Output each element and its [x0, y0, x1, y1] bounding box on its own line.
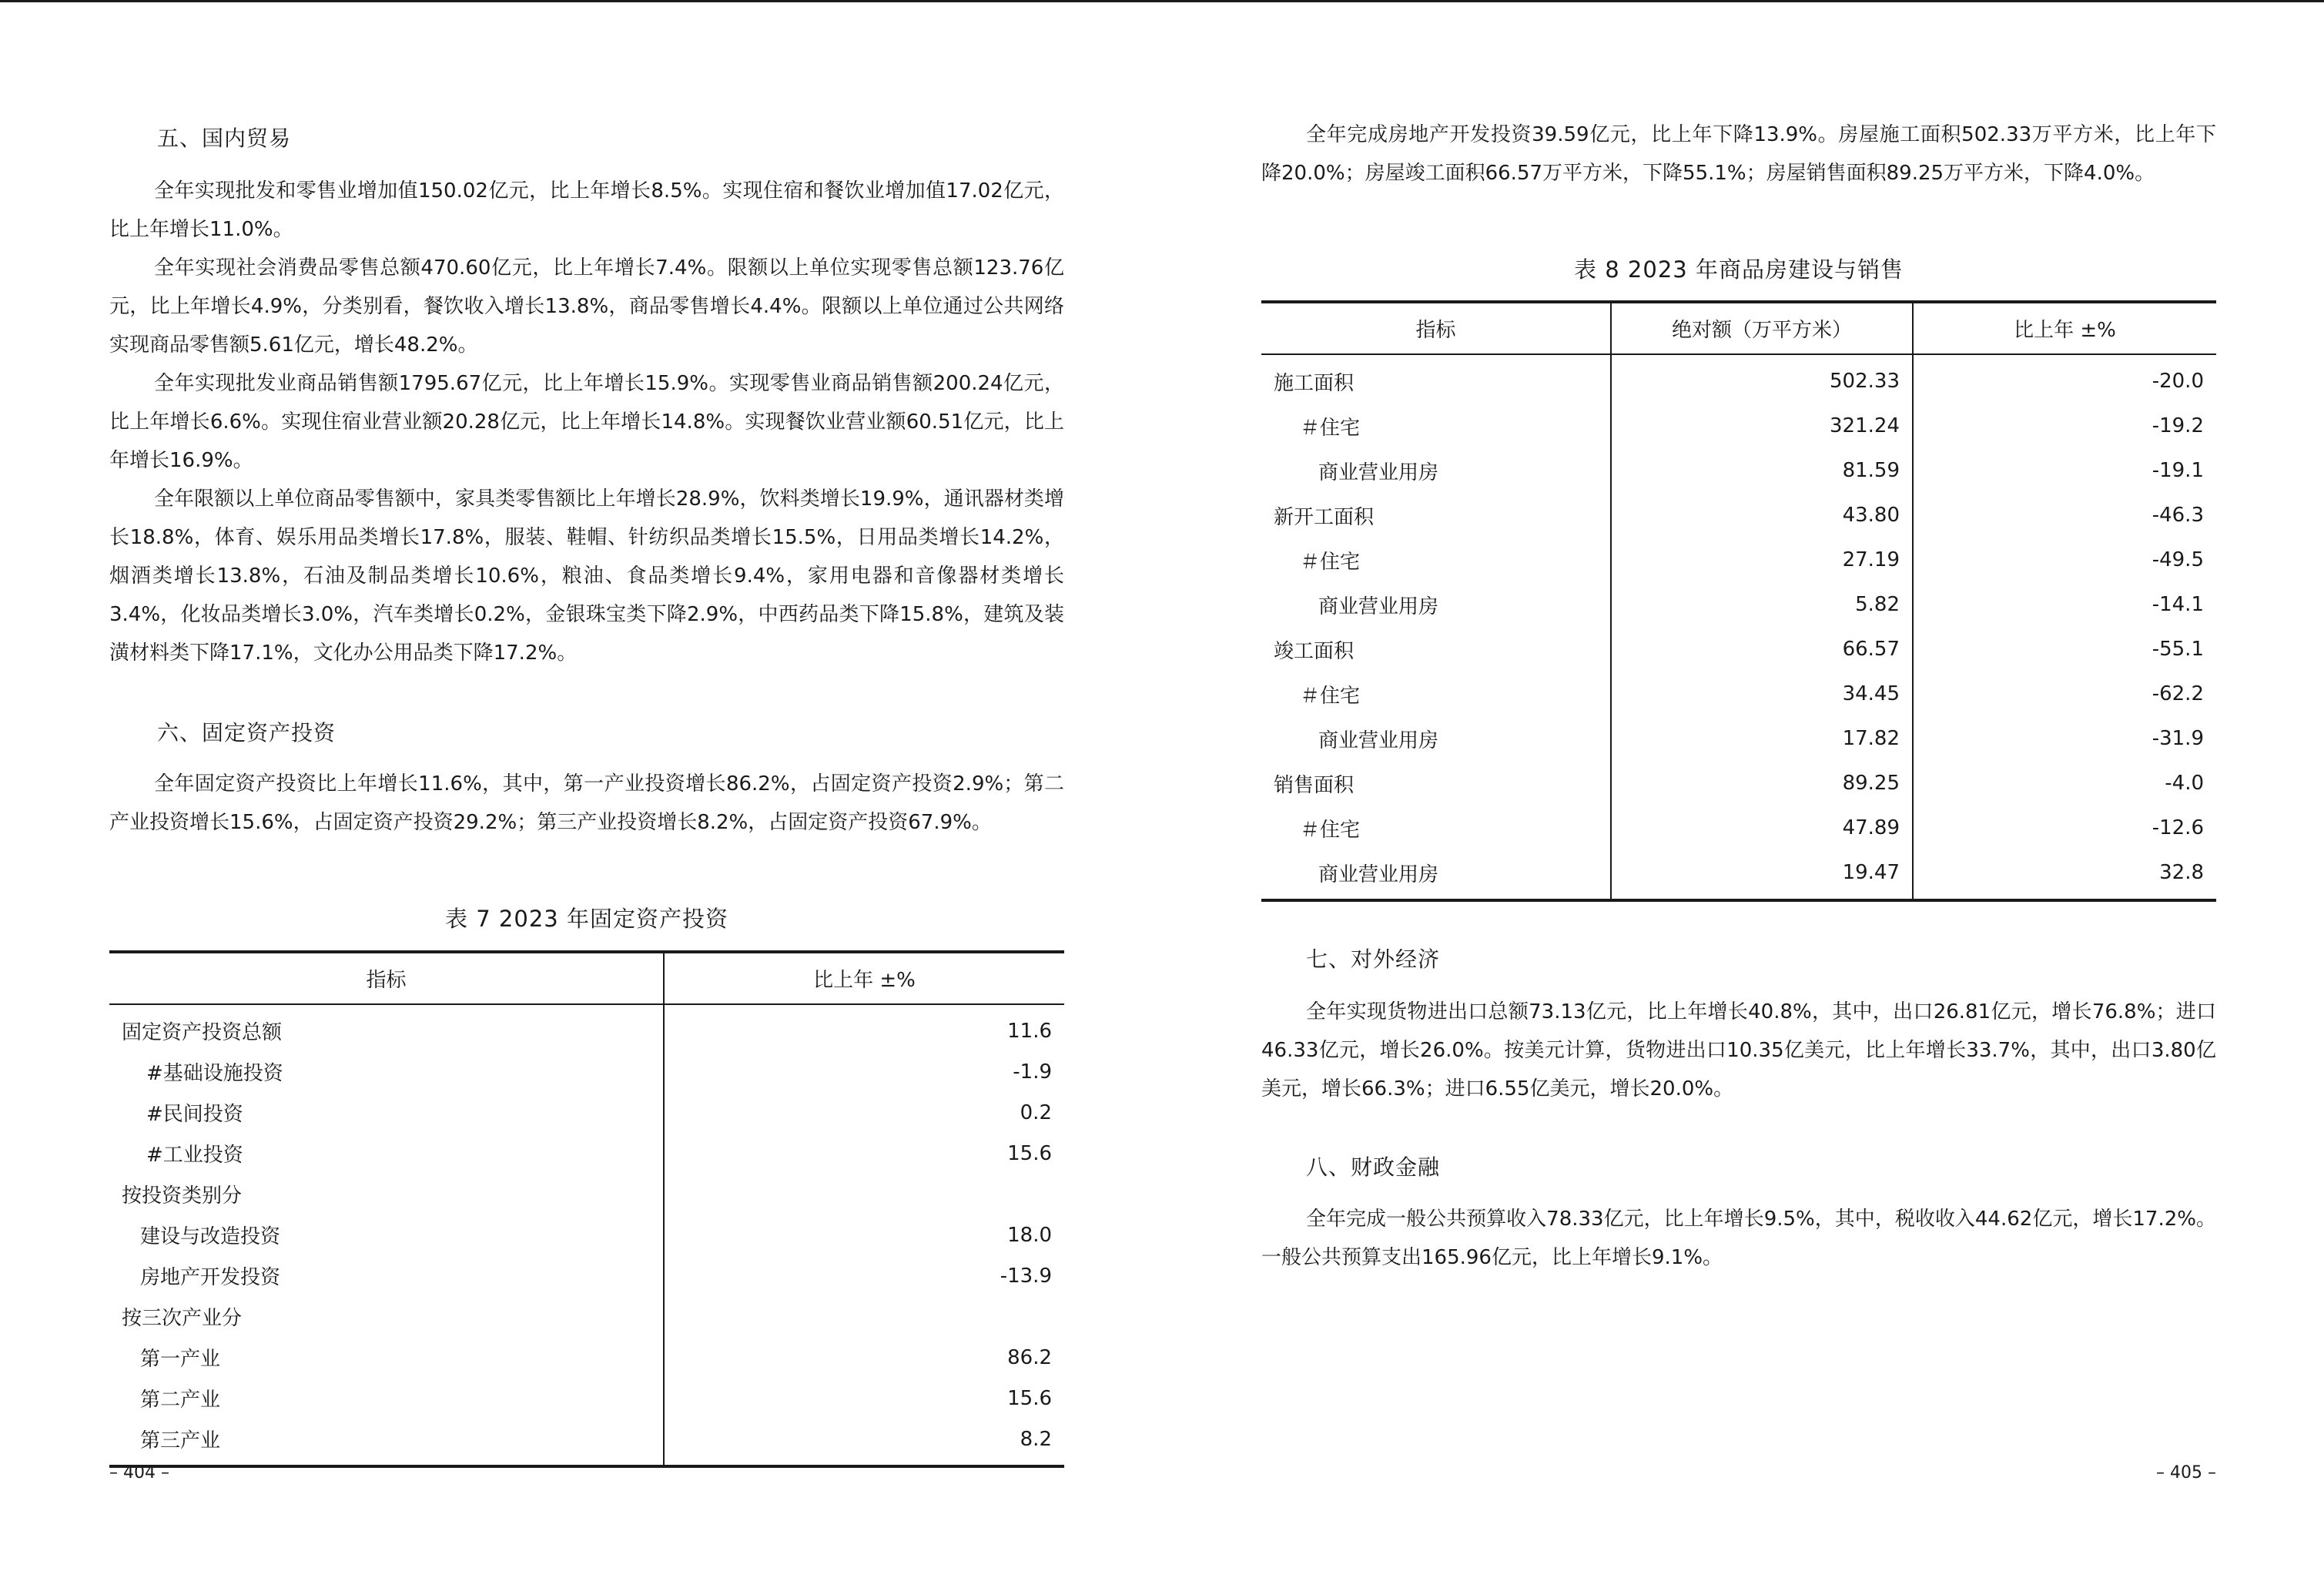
- paragraph-wholesale-retail: 全年实现批发和零售业增加值150.02亿元，比上年增长8.5%。实现住宿和餐饮业增加值17.02亿元，比上年增长11.0%。: [109, 179, 1064, 241]
- row-label: #民间投资: [146, 1103, 243, 1126]
- section-heading-external-economy: 七、对外经济: [1306, 946, 1441, 972]
- table-row: [109, 1092, 1064, 1133]
- section-heading-finance: 八、财政金融: [1306, 1154, 1441, 1180]
- row-change: -55.1: [1913, 627, 2216, 672]
- row-value: [664, 1296, 1064, 1337]
- row-change: -4.0: [1913, 761, 2216, 806]
- row-change: -19.1: [1913, 448, 2216, 493]
- paragraph-public-budget: 全年完成一般公共预算收入78.33亿元，比上年增长9.5%，其中，税收收入44.62亿元，增长17.2%。一般公共预算支出165.96亿元，比上年增长9.1%。: [1261, 1208, 2216, 1269]
- row-label: 第二产业: [140, 1389, 221, 1412]
- row-label: 竣工面积: [1274, 639, 1355, 663]
- table-commercial-housing: [1261, 300, 2216, 902]
- table-row: [1261, 404, 2216, 448]
- table-row: [1261, 806, 2216, 850]
- row-change: 32.8: [1913, 850, 2216, 900]
- table-row: [109, 1378, 1064, 1419]
- row-absolute: 17.82: [1611, 716, 1913, 761]
- table-row: [1261, 761, 2216, 806]
- row-value: 15.6: [664, 1133, 1064, 1174]
- table-row: [109, 1214, 1064, 1255]
- row-change: -20.0: [1913, 354, 2216, 404]
- section-heading-fixed-investment: 六、固定资产投资: [157, 720, 337, 745]
- header-indicator: 指标: [1261, 302, 1611, 354]
- row-label: 商业营业用房: [1318, 863, 1439, 886]
- table-row: [1261, 672, 2216, 716]
- page-number-left: – 404 –: [109, 1463, 169, 1482]
- row-value: 8.2: [664, 1419, 1064, 1466]
- row-value: -13.9: [664, 1255, 1064, 1296]
- paragraph-retail-categories: 全年限额以上单位商品零售额中，家具类零售额比上年增长28.9%，饮料类增长19.9%，通讯器材类增长18.8%，体育、娱乐用品类增长17.8%，服装、鞋帽、针纺织品类增长15.5%，日用品类增长14.2%，烟酒类增长13.8%，石油及制品类增长10.6%，粮油、食品类增长9.4%，家用电器和音像器材类增长3.4%，化妆品类增长3.0%，汽车类增长0.2%，金银珠宝类下降2.9%，中西药品类下降15.8%，建筑及装潢材料类下降17.1%，文化办公用品类下降17.2%。: [109, 487, 1064, 665]
- table-row: [109, 1004, 1064, 1051]
- row-label: 固定资产投资总额: [122, 1021, 283, 1044]
- row-label: 销售面积: [1274, 773, 1355, 797]
- row-absolute: 47.89: [1611, 806, 1913, 850]
- row-change: -62.2: [1913, 672, 2216, 716]
- row-label: 第一产业: [140, 1348, 221, 1371]
- row-label: 第三产业: [140, 1429, 221, 1452]
- table-row: [109, 1051, 1064, 1092]
- table-row: [1261, 354, 2216, 404]
- table-row: [1261, 850, 2216, 900]
- table-row: [109, 1174, 1064, 1214]
- row-label: ＃住宅: [1300, 550, 1361, 574]
- table7-caption: 表 7 2023 年固定资产投资: [445, 906, 728, 932]
- paragraph-retail-sales: 全年实现社会消费品零售总额470.60亿元，比上年增长7.4%。限额以上单位实现零售总额123.76亿元，比上年增长4.9%，分类别看，餐饮收入增长13.8%，商品零售增长4.4%。限额以上单位通过公共网络实现商品零售额5.61亿元，增长48.2%。: [109, 256, 1064, 357]
- paragraph-foreign-trade: 全年实现货物进出口总额73.13亿元，比上年增长40.8%，其中，出口26.81亿元，增长76.8%；进口46.33亿元，增长26.0%。按美元计算，货物进出口10.35亿美元，比上年增长33.7%，其中，出口3.80亿美元，增长66.3%；进口6.55亿美元，增长20.0%。: [1261, 1000, 2216, 1101]
- row-absolute: 66.57: [1611, 627, 1913, 672]
- row-absolute: 502.33: [1611, 354, 1913, 404]
- row-change: -46.3: [1913, 493, 2216, 538]
- row-label: 房地产开发投资: [140, 1266, 281, 1289]
- row-label: 商业营业用房: [1318, 595, 1439, 618]
- row-label: 新开工面积: [1274, 505, 1375, 529]
- section-heading-domestic-trade: 五、国内贸易: [157, 126, 292, 151]
- row-label: 按三次产业分: [122, 1307, 243, 1330]
- table-row: [109, 1133, 1064, 1174]
- row-label: ＃住宅: [1300, 416, 1361, 440]
- row-value: -1.9: [664, 1051, 1064, 1092]
- row-absolute: 43.80: [1611, 493, 1913, 538]
- row-absolute: 34.45: [1611, 672, 1913, 716]
- row-change: -12.6: [1913, 806, 2216, 850]
- table-row: [109, 1337, 1064, 1378]
- table-header-row: [109, 952, 1064, 1004]
- page-number-right: – 405 –: [2156, 1463, 2216, 1482]
- table-row: [1261, 627, 2216, 672]
- table8-caption: 表 8 2023 年商品房建设与销售: [1574, 256, 1904, 283]
- row-label: #基础设施投资: [146, 1062, 283, 1085]
- row-value: 0.2: [664, 1092, 1064, 1133]
- row-label: 商业营业用房: [1318, 461, 1439, 484]
- table-row: [1261, 582, 2216, 627]
- right-page: [1261, 0, 2216, 1588]
- row-label: 商业营业用房: [1318, 729, 1439, 752]
- row-label: 按投资类别分: [122, 1184, 243, 1208]
- row-absolute: 27.19: [1611, 538, 1913, 582]
- table-row: [109, 1296, 1064, 1337]
- table-row: [1261, 716, 2216, 761]
- row-label: #工业投资: [146, 1144, 243, 1167]
- row-label: ＃住宅: [1300, 818, 1361, 842]
- row-change: -14.1: [1913, 582, 2216, 627]
- header-yoy-change: 比上年 ±%: [664, 952, 1064, 1004]
- header-yoy-change: 比上年 ±%: [1913, 302, 2216, 354]
- row-label: ＃住宅: [1300, 684, 1361, 708]
- row-value: 86.2: [664, 1337, 1064, 1378]
- table-row: [1261, 448, 2216, 493]
- table-row: [1261, 493, 2216, 538]
- table-row: [1261, 538, 2216, 582]
- row-change: -49.5: [1913, 538, 2216, 582]
- row-absolute: 81.59: [1611, 448, 1913, 493]
- row-absolute: 19.47: [1611, 850, 1913, 900]
- table-fixed-asset-investment: [109, 950, 1064, 1468]
- paragraph-real-estate: 全年完成房地产开发投资39.59亿元，比上年下降13.9%。房屋施工面积502.33万平方米，比上年下降20.0%；房屋竣工面积66.57万平方米，下降55.1%；房屋销售面积89.25万平方米，下降4.0%。: [1261, 123, 2216, 185]
- table-row: [109, 1255, 1064, 1296]
- table-header-row: [1261, 302, 2216, 354]
- table-row: [109, 1419, 1064, 1466]
- row-label: 建设与改造投资: [140, 1225, 281, 1248]
- row-label: 施工面积: [1274, 371, 1355, 395]
- row-value: [664, 1174, 1064, 1214]
- row-value: 15.6: [664, 1378, 1064, 1419]
- left-page: [109, 0, 1064, 1588]
- paragraph-wholesale-sales: 全年实现批发业商品销售额1795.67亿元，比上年增长15.9%。实现零售业商品销售额200.24亿元，比上年增长6.6%。实现住宿业营业额20.28亿元，比上年增长14.8%。实现餐饮业营业额60.51亿元，比上年增长16.9%。: [109, 372, 1064, 472]
- row-value: 11.6: [664, 1004, 1064, 1051]
- row-absolute: 89.25: [1611, 761, 1913, 806]
- header-indicator: 指标: [109, 952, 664, 1004]
- row-absolute: 321.24: [1611, 404, 1913, 448]
- paragraph-fixed-investment: 全年固定资产投资比上年增长11.6%，其中，第一产业投资增长86.2%，占固定资产投资2.9%；第二产业投资增长15.6%，占固定资产投资29.2%；第三产业投资增长8.2%，占固定资产投资67.9%。: [109, 772, 1064, 834]
- row-change: -31.9: [1913, 716, 2216, 761]
- row-change: -19.2: [1913, 404, 2216, 448]
- row-absolute: 5.82: [1611, 582, 1913, 627]
- row-value: 18.0: [664, 1214, 1064, 1255]
- header-absolute-amount: 绝对额（万平方米）: [1611, 302, 1913, 354]
